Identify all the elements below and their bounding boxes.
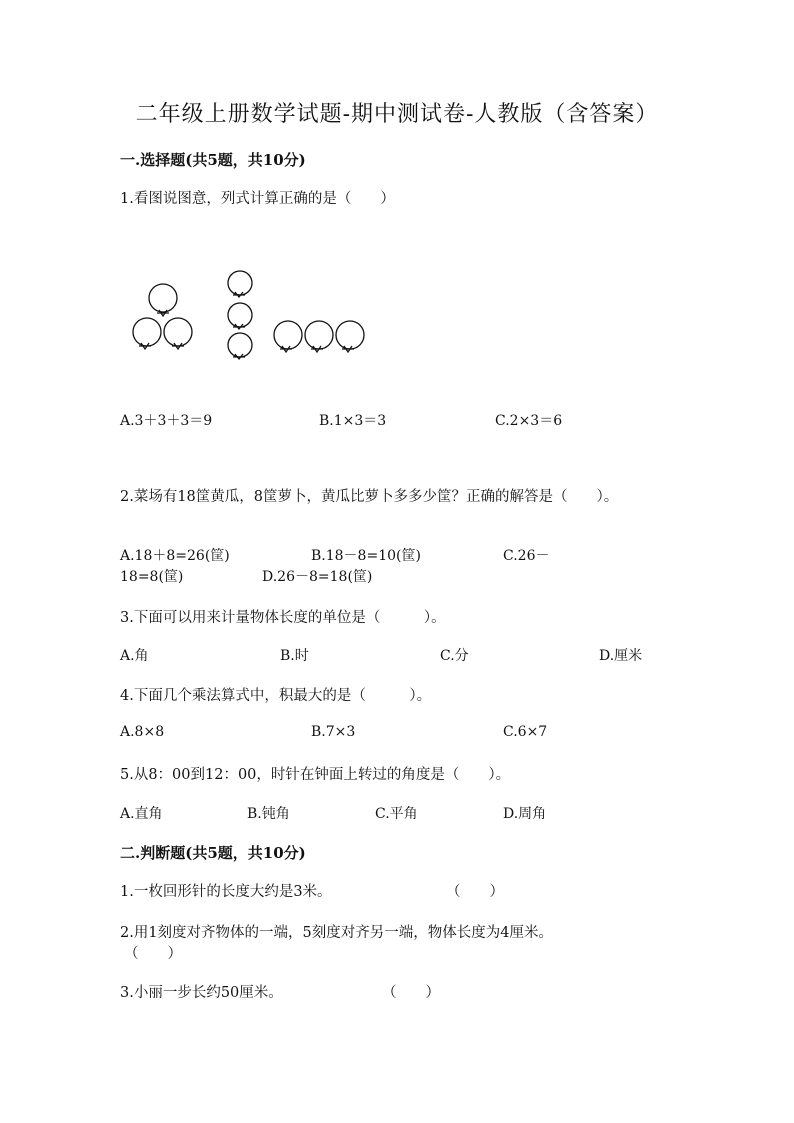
question-2-text: 2.菜场有18筐黄瓜，8筐萝卜，黄瓜比萝卜多多少筐？正确的解答是（ ）。 (120, 489, 619, 505)
judgement-2-blank: （ ） (124, 946, 182, 962)
section-heading-judgement: 二.判断题(共5题，共10分) (120, 844, 306, 862)
q3-option-b: B.时 (280, 648, 309, 664)
question-5-text: 5.从8：00到12：00，时针在钟面上转过的角度是（ ）。 (120, 767, 511, 783)
question-4-text: 4.下面几个乘法算式中，积最大的是（ ）。 (120, 688, 432, 704)
q5-option-b: B.钝角 (247, 806, 290, 822)
judgement-1-text: 1.一枚回形针的长度大约是3米。 (120, 884, 332, 900)
balloon-group-2 (228, 271, 252, 359)
judgement-2-text: 2.用1刻度对齐物体的一端，5刻度对齐另一端，物体长度为4厘米。 (120, 925, 554, 941)
q3-option-d: D.厘米 (599, 648, 643, 664)
q1-option-a: A.3＋3＋3＝9 (120, 413, 213, 429)
q3-option-c: C.分 (440, 648, 469, 664)
q5-option-a: A.直角 (120, 806, 163, 822)
q5-option-d: D.周角 (503, 806, 547, 822)
judgement-3-blank: （ ） (382, 985, 440, 1001)
balloon-group-1 (133, 284, 192, 349)
q2-option-c: C.26－ (503, 548, 550, 564)
balloons-figure (126, 265, 376, 365)
judgement-3-text: 3.小丽一步长约50厘米。 (120, 985, 283, 1001)
balloon-group-3 (274, 321, 364, 352)
question-3-text: 3.下面可以用来计量物体长度的单位是（ ）。 (120, 610, 446, 626)
q1-option-b: B.1×3＝3 (319, 413, 387, 429)
section-heading-choice: 一.选择题(共5题，共10分) (120, 151, 306, 169)
judgement-1-blank: （ ） (446, 884, 504, 900)
q2-option-c-continued: 18=8(筐) (120, 569, 184, 585)
page-title: 二年级上册数学试题-期中测试卷-人教版（含答案） (135, 102, 659, 127)
q1-option-c: C.2×3＝6 (495, 413, 563, 429)
q4-option-c: C.6×7 (503, 724, 548, 740)
q3-option-a: A.角 (120, 648, 149, 664)
q4-option-b: B.7×3 (311, 724, 356, 740)
question-1-text: 1.看图说图意，列式计算正确的是（ ） (120, 191, 395, 207)
q2-option-d: D.26－8=18(筐) (262, 569, 373, 585)
q2-option-b: B.18－8=10(筐) (311, 548, 421, 564)
q2-option-a: A.18＋8=26(筐) (120, 548, 230, 564)
q5-option-c: C.平角 (375, 806, 418, 822)
q4-option-a: A.8×8 (120, 724, 165, 740)
